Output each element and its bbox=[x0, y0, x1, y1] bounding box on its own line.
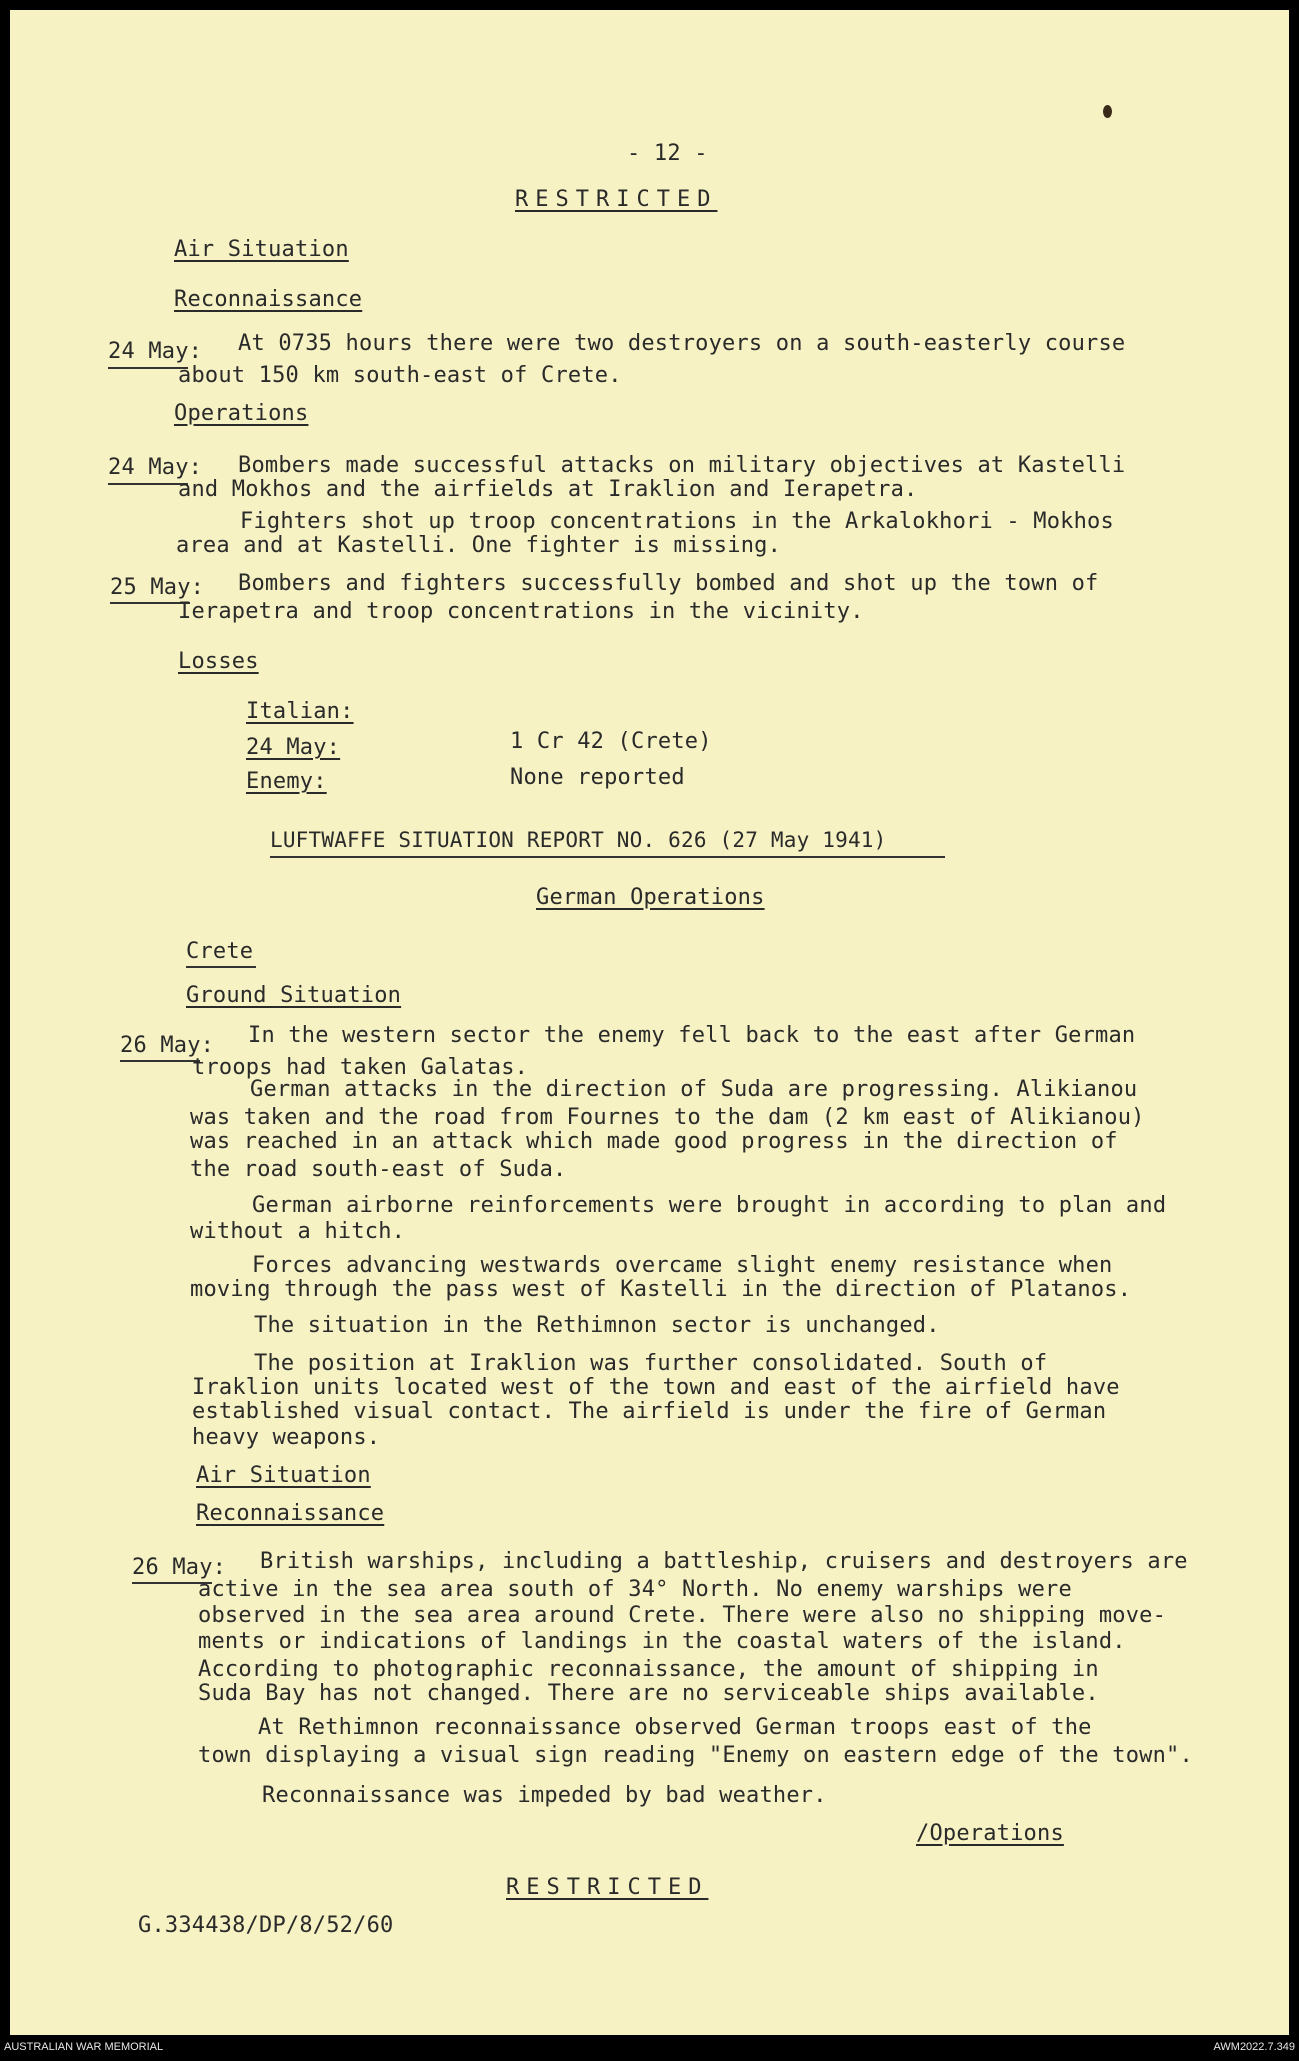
op-date: 24 May: bbox=[108, 455, 203, 480]
classification-bottom: RESTRICTED bbox=[506, 1875, 709, 1900]
ground-line: was reached in an attack which made good progress in the direction of bbox=[190, 1129, 1118, 1154]
heading-reconnaissance: Reconnaissance bbox=[174, 287, 363, 312]
ground-line: The position at Iraklion was further consolidated. South of bbox=[254, 1351, 1048, 1376]
recon2-line: At Rethimnon reconnaissance observed German troops east of the bbox=[258, 1715, 1092, 1740]
op-line: Ierapetra and troop concentrations in the vicinity. bbox=[178, 599, 864, 624]
date-underline bbox=[120, 1060, 200, 1062]
continuation-marker: /Operations bbox=[916, 1821, 1064, 1846]
report-title: LUFTWAFFE SITUATION REPORT NO. 626 (27 May 1941) bbox=[270, 828, 887, 852]
heading-losses: Losses bbox=[178, 649, 259, 674]
label-enemy: Enemy: bbox=[246, 769, 327, 794]
reference-code: G.334438/DP/8/52/60 bbox=[138, 1913, 394, 1938]
op-date: 25 May: bbox=[110, 575, 205, 600]
crete-underline bbox=[186, 966, 256, 968]
ground-line: Iraklion units located west of the town and east of the airfield have bbox=[192, 1375, 1120, 1400]
recon2-line: town displaying a visual sign reading "Enemy on eastern edge of the town". bbox=[198, 1743, 1193, 1768]
recon2-line: active in the sea area south of 34° North. No enemy warships were bbox=[198, 1577, 1072, 1602]
recon2-line: Suda Bay has not changed. There are no serviceable ships available. bbox=[198, 1681, 1099, 1706]
recon2-line: According to photographic reconnaissance, the amount of shipping in bbox=[198, 1657, 1099, 1682]
ground-date: 26 May: bbox=[120, 1033, 215, 1058]
enemy-value: None reported bbox=[510, 765, 685, 790]
page-number: - 12 - bbox=[627, 141, 708, 166]
ground-line: troops had taken Galatas. bbox=[192, 1055, 529, 1080]
document-page bbox=[10, 10, 1289, 2035]
label-italian: Italian: bbox=[246, 699, 354, 724]
ground-line: German airborne reinforcements were brought in according to plan and bbox=[252, 1193, 1167, 1218]
op-line: Fighters shot up troop concentrations in the Arkalokhori - Mokhos bbox=[240, 509, 1114, 534]
heading-air-situation-2: Air Situation bbox=[196, 1463, 371, 1488]
recon2-date: 26 May: bbox=[132, 1555, 227, 1580]
recon2-line: ments or indications of landings in the coastal waters of the island. bbox=[198, 1629, 1126, 1654]
heading-air-situation: Air Situation bbox=[174, 237, 349, 262]
ink-stain bbox=[1103, 105, 1112, 118]
ground-line: The situation in the Rethimnon sector is unchanged. bbox=[254, 1313, 940, 1338]
op-line: Bombers and fighters successfully bombed and shot up the town of bbox=[238, 571, 1099, 596]
recon-line: At 0735 hours there were two destroyers on a south-easterly course bbox=[238, 331, 1126, 356]
title-underline bbox=[270, 856, 945, 858]
ground-line: the road south-east of Suda. bbox=[190, 1157, 567, 1182]
ground-line: Forces advancing westwards overcame slight enemy resistance when bbox=[252, 1253, 1113, 1278]
date-underline bbox=[108, 483, 188, 485]
classification-top: RESTRICTED bbox=[515, 187, 718, 212]
archive-id: AWM2022.7.349 bbox=[1213, 2041, 1295, 2053]
ground-line: moving through the pass west of Kastelli in the direction of Platanos. bbox=[190, 1277, 1132, 1302]
recon-date: 24 May: bbox=[108, 339, 203, 364]
ground-line: German attacks in the direction of Suda are progressing. Alikianou bbox=[250, 1077, 1138, 1102]
ground-line: established visual contact. The airfield is under the fire of German bbox=[192, 1399, 1107, 1424]
op-line: and Mokhos and the airfields at Iraklion and Ierapetra. bbox=[178, 477, 918, 502]
loss-value: 1 Cr 42 (Crete) bbox=[510, 729, 712, 754]
recon2-line: observed in the sea area around Crete. There were also no shipping move- bbox=[198, 1603, 1167, 1628]
ground-line: without a hitch. bbox=[190, 1219, 406, 1244]
ground-line: heavy weapons. bbox=[192, 1425, 381, 1450]
op-line: area and at Kastelli. One fighter is missing. bbox=[176, 533, 782, 558]
ground-line: In the western sector the enemy fell back to the east after German bbox=[248, 1023, 1136, 1048]
heading-reconnaissance-2: Reconnaissance bbox=[196, 1501, 385, 1526]
recon2-line: British warships, including a battleship, cruisers and destroyers are bbox=[260, 1549, 1188, 1574]
recon2-line: Reconnaissance was impeded by bad weather. bbox=[262, 1783, 827, 1808]
heading-german-operations: German Operations bbox=[536, 885, 765, 910]
heading-crete: Crete bbox=[186, 939, 254, 964]
archive-credit: AUSTRALIAN WAR MEMORIAL bbox=[4, 2041, 164, 2053]
loss-date: 24 May: bbox=[246, 735, 341, 760]
ground-line: was taken and the road from Fournes to the dam (2 km east of Alikianou) bbox=[190, 1105, 1145, 1130]
heading-ground-situation: Ground Situation bbox=[186, 983, 402, 1008]
heading-operations: Operations bbox=[174, 401, 309, 426]
op-line: Bombers made successful attacks on military objectives at Kastelli bbox=[238, 453, 1126, 478]
date-underline bbox=[108, 367, 188, 369]
recon-line: about 150 km south-east of Crete. bbox=[178, 363, 622, 388]
